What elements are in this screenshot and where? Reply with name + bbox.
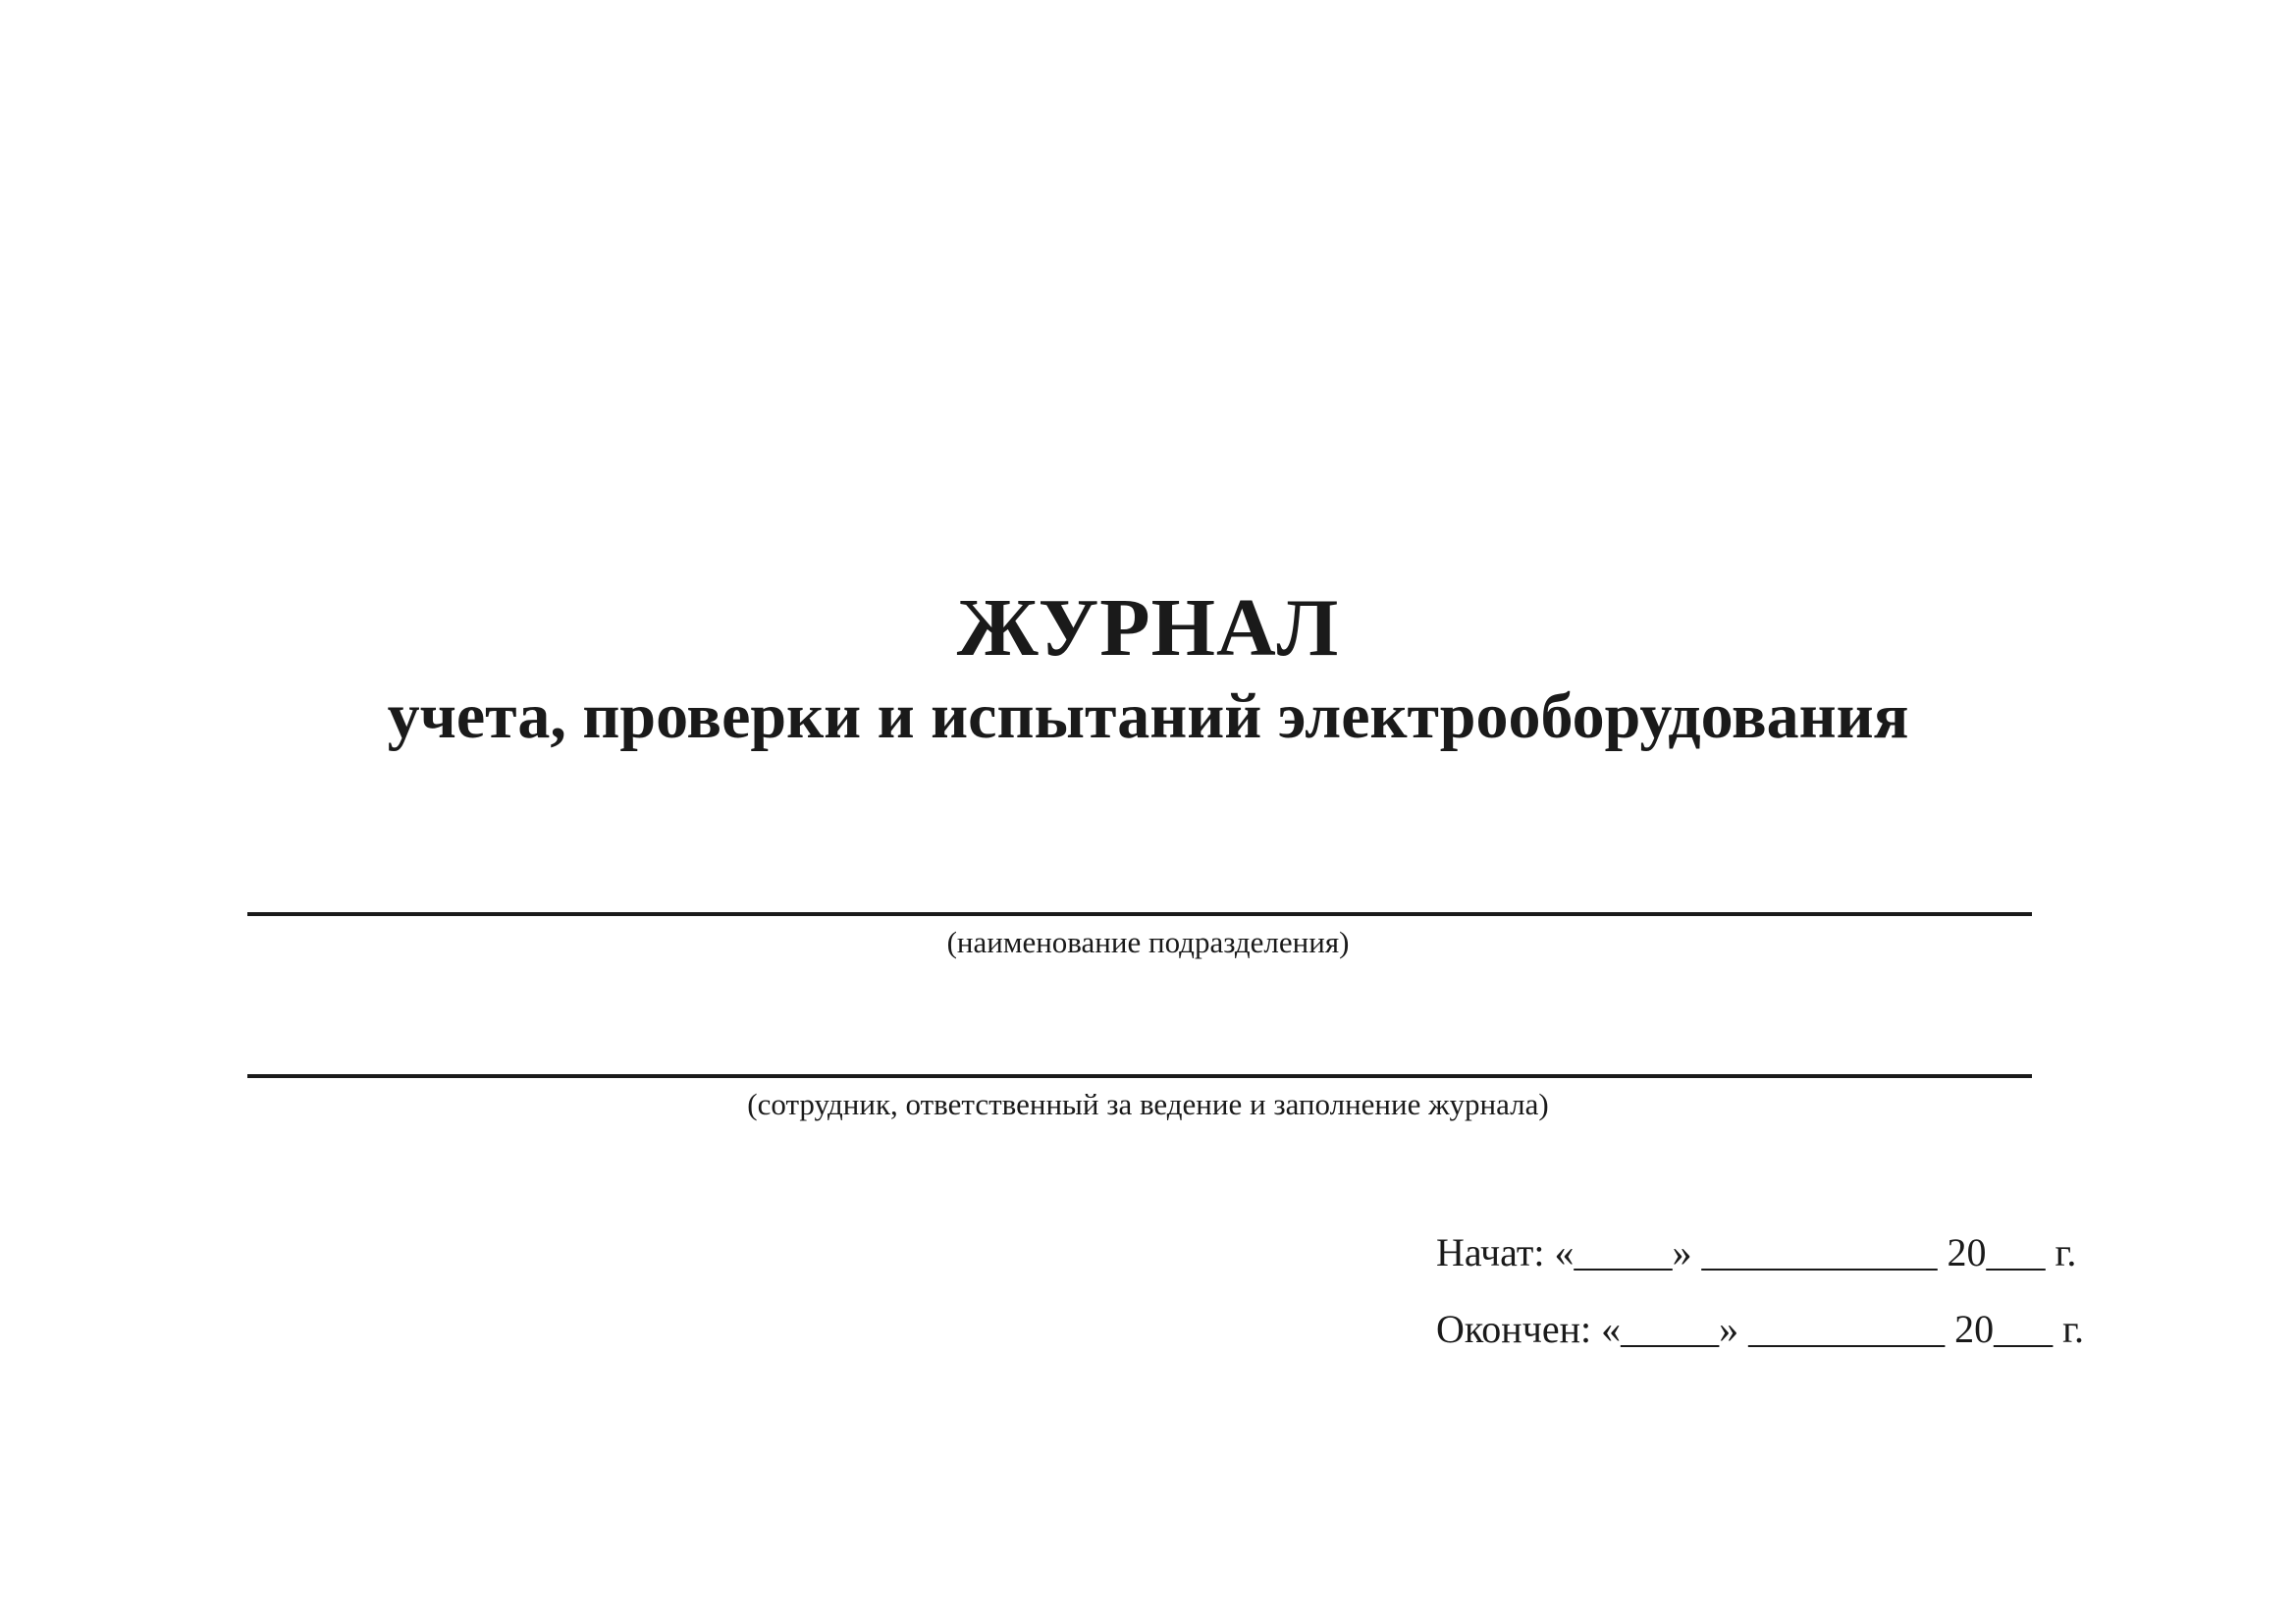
- end-date-line: Окончен: «_____» __________ 20___ г.: [1436, 1307, 2084, 1351]
- journal-title: ЖУРНАЛ: [956, 582, 1340, 674]
- start-date-line: Начат: «_____» ____________ 20___ г.: [1436, 1230, 2077, 1274]
- department-name-line[interactable]: [247, 912, 2032, 916]
- responsible-employee-caption: (сотрудник, ответственный за ведение и заполнение журнала): [747, 1087, 1549, 1121]
- department-name-caption: (наименование подразделения): [946, 925, 1350, 959]
- journal-subtitle: учета, проверки и испытаний электрооборудования: [387, 680, 1909, 752]
- responsible-employee-line[interactable]: [247, 1074, 2032, 1078]
- journal-dates-block: [1436, 1228, 2084, 1354]
